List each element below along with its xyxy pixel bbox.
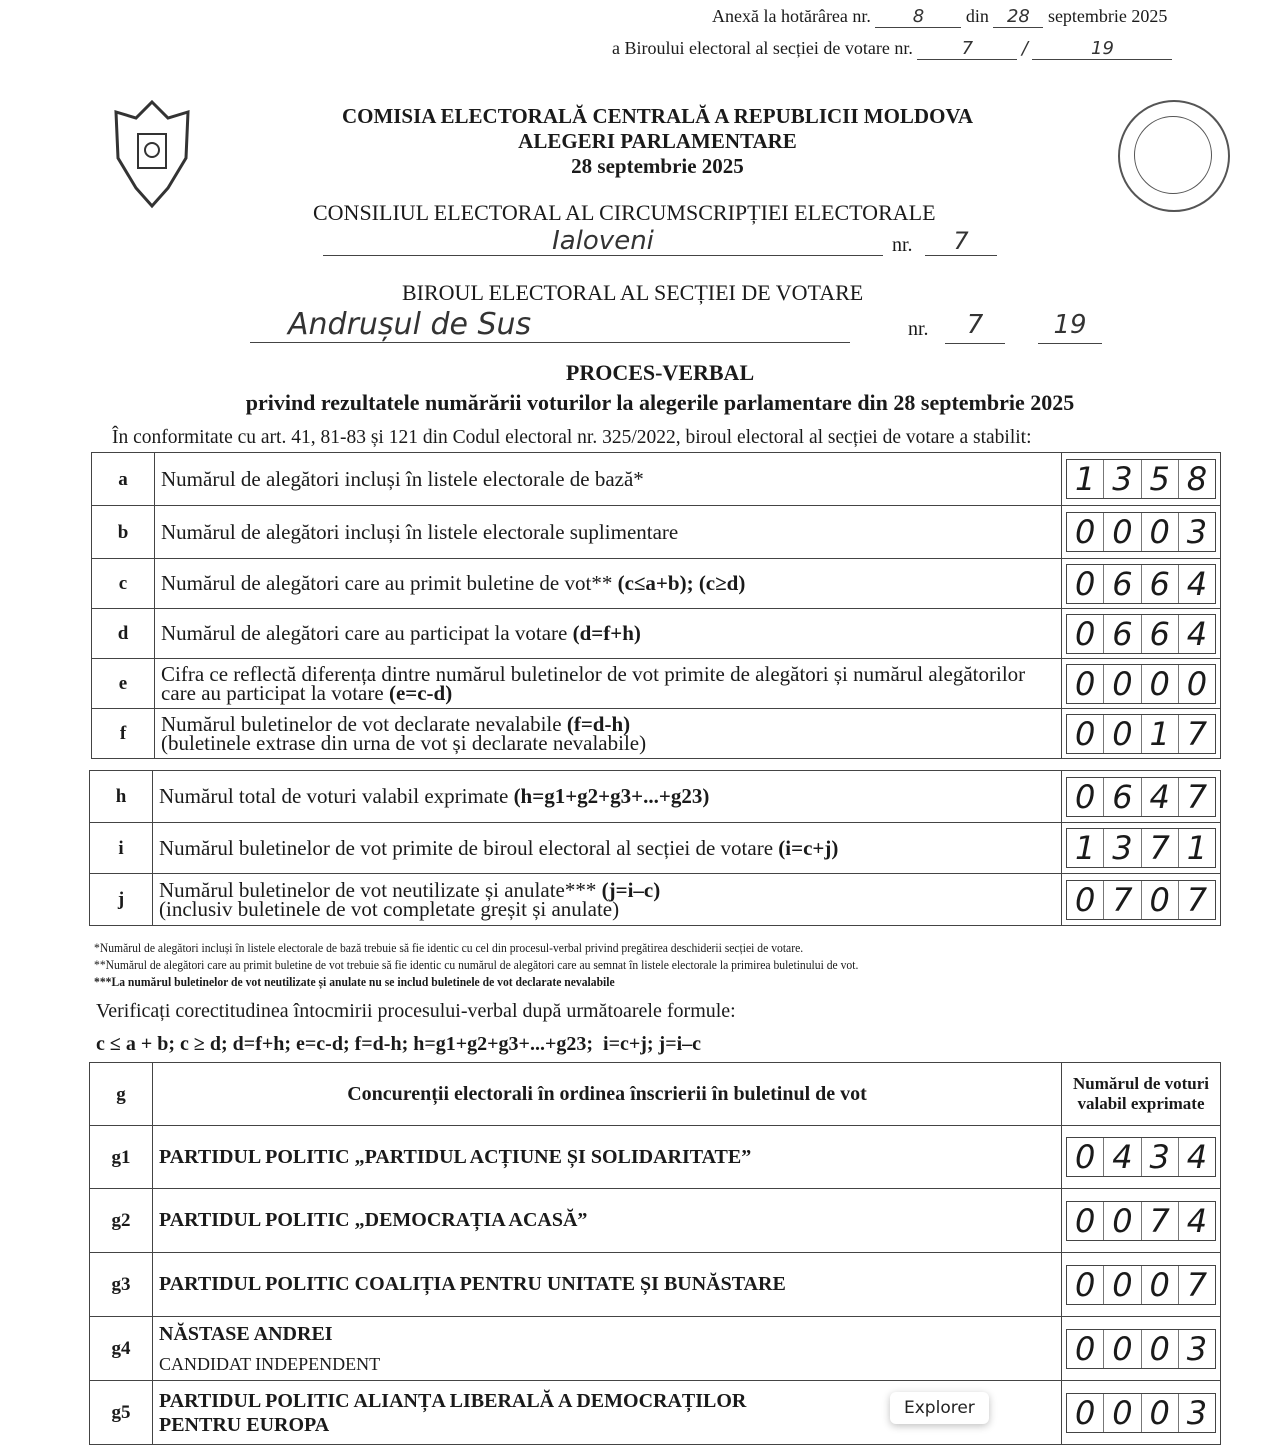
annex-label: Anexă la hotărârea nr. xyxy=(712,6,871,26)
coat-of-arms-icon xyxy=(108,98,196,210)
digit: 0 xyxy=(1142,1330,1179,1368)
value-box xyxy=(1066,1393,1216,1433)
candidate-row xyxy=(90,1381,1221,1445)
row-letter: c xyxy=(92,559,155,609)
row-letter: i xyxy=(90,823,153,874)
digit: 0 xyxy=(1142,513,1179,551)
digit: 3 xyxy=(1104,829,1141,867)
nr-label: nr. xyxy=(892,234,913,256)
row-formula: (h=g1+g2+g3+...+g23) xyxy=(513,784,710,808)
digit: 4 xyxy=(1186,614,1208,653)
digit: 5 xyxy=(1142,460,1179,498)
row-formula: (e=c-d) xyxy=(388,680,453,705)
bureau-number-a: 7 xyxy=(945,307,1005,344)
candidate-row xyxy=(90,1253,1221,1317)
row-text: Numărul buletinelor de vot primite de biroul electoral al secției de votare xyxy=(159,835,779,860)
digit: 0 xyxy=(1067,1138,1104,1176)
digit: 6 xyxy=(1142,615,1179,653)
din-label: din xyxy=(965,6,989,26)
row-note: (buletinele extrase din urna de vot și declarate nevalabile) xyxy=(161,730,647,755)
digit: 4 xyxy=(1142,778,1179,816)
digit: 6 xyxy=(1104,778,1141,816)
row-text: Numărul buletinelor de vot neutilizate și anulate*** xyxy=(159,877,602,902)
row-e xyxy=(92,659,1221,709)
digit: 0 xyxy=(1142,881,1179,919)
digit: 0 xyxy=(1067,665,1104,703)
digit: 1 xyxy=(1142,715,1179,753)
cec-seal-icon xyxy=(1118,100,1230,212)
candidate-name: PARTIDUL POLITIC „PARTIDUL ACȚIUNE ȘI SOLIDARITATE” xyxy=(153,1126,1062,1189)
row-letter: d xyxy=(92,609,155,659)
row-letter: g5 xyxy=(90,1381,153,1445)
digit: 4 xyxy=(1186,564,1208,603)
value-box xyxy=(1066,512,1216,552)
row-text: Numărul de alegători incluși în listele electorale de bază* xyxy=(161,466,644,491)
col-votes: Numărul de voturi valabil exprimate xyxy=(1062,1063,1221,1126)
section-no-b: 19 xyxy=(1032,38,1172,60)
section-label: a Biroului electoral al secției de votare nr. xyxy=(612,38,913,58)
digit: 3 xyxy=(1186,513,1208,551)
row-f xyxy=(92,709,1221,759)
col-letter: g xyxy=(90,1063,153,1126)
digit: 7 xyxy=(1104,881,1141,919)
digit: 0 xyxy=(1104,1330,1141,1368)
footnote-1: *Numărul de alegători incluși în listele electorale de bază trebuie să fie identic cu cel din procesul-verbal privind pregătirea deschiderii secției de votare. xyxy=(94,941,804,955)
row-h xyxy=(90,771,1221,823)
digit: 7 xyxy=(1186,1265,1208,1304)
value-box xyxy=(1066,664,1216,704)
digit: 4 xyxy=(1104,1138,1141,1176)
digit: 0 xyxy=(1104,665,1141,703)
value-box xyxy=(1066,1137,1216,1177)
row-text: Numărul de alegători care au primit buletine de vot** xyxy=(161,571,618,595)
row-letter: e xyxy=(92,659,155,709)
digit: 7 xyxy=(1142,829,1179,867)
digit: 7 xyxy=(1186,880,1208,919)
digit: 0 xyxy=(1104,715,1141,753)
row-letter: g4 xyxy=(90,1317,153,1381)
digit: 7 xyxy=(1142,1202,1179,1240)
verify-formulas: c ≤ a + b; c ≥ d; d=f+h; e=c-d; f=d-h; h=g1+g2+g3+...+g23; i=c+j; j=i–c xyxy=(96,1033,702,1055)
row-text: Cifra ce reflectă diferența dintre numărul buletinelor de vot primite de alegători și numărul alegătorilor care au participat la votare xyxy=(161,661,1026,705)
digit: 0 xyxy=(1142,665,1179,703)
nr-label: nr. xyxy=(908,318,929,340)
digit: 3 xyxy=(1186,1329,1208,1368)
candidate-name: NĂSTASE ANDREI xyxy=(159,1322,333,1345)
row-text: Numărul de alegători care au participat la votare xyxy=(161,621,573,645)
candidates-table xyxy=(89,1062,1221,1445)
footnote-3: ***La numărul buletinelor de vot neutilizate și anulate nu se includ buletinele de vot declarate nevalabile xyxy=(94,975,615,989)
digit: 1 xyxy=(1067,460,1104,498)
digit: 3 xyxy=(1104,460,1141,498)
row-letter: a xyxy=(92,453,155,506)
commission-title: COMISIA ELECTORALĂ CENTRALĂ A REPUBLICII MOLDOVA xyxy=(341,104,974,128)
candidate-row xyxy=(90,1126,1221,1189)
row-letter: j xyxy=(90,874,153,926)
digit: 7 xyxy=(1186,714,1208,753)
digit: 0 xyxy=(1067,565,1104,603)
candidate-row xyxy=(90,1189,1221,1253)
digit: 0 xyxy=(1067,1394,1104,1432)
header-block xyxy=(300,104,1015,179)
row-text: Numărul total de voturi valabil exprimate xyxy=(159,784,514,808)
digit: 6 xyxy=(1142,565,1179,603)
digit: 0 xyxy=(1067,615,1104,653)
results-table-1 xyxy=(91,452,1221,759)
digit: 1 xyxy=(1067,829,1104,867)
explorer-tooltip: Explorer xyxy=(890,1392,989,1424)
footnote-2: **Numărul de alegători care au primit buletine de vot trebuie să fie identic cu numărul de alegători care au semnat în listele electorale la primirea buletinului de vot. xyxy=(94,958,859,972)
value-box xyxy=(1066,1329,1216,1369)
digit: 3 xyxy=(1142,1138,1179,1176)
digit: 1 xyxy=(1186,829,1208,867)
election-date: 28 septembrie 2025 xyxy=(571,154,744,178)
value-box xyxy=(1066,459,1216,499)
digit: 6 xyxy=(1104,565,1141,603)
digit: 3 xyxy=(1186,1393,1208,1432)
digit: 7 xyxy=(1186,777,1208,816)
row-c xyxy=(92,559,1221,609)
pv-title: PROCES-VERBAL xyxy=(565,360,755,385)
value-box xyxy=(1066,777,1216,817)
decision-number: 8 xyxy=(875,6,961,28)
section-no-a: 7 xyxy=(917,38,1017,60)
row-letter: b xyxy=(92,506,155,559)
council-label: CONSILIUL ELECTORAL AL CIRCUMSCRIPȚIEI ELECTORALE xyxy=(313,200,936,225)
row-letter: g2 xyxy=(90,1189,153,1253)
candidates-header xyxy=(90,1063,1221,1126)
digit: 0 xyxy=(1067,1330,1104,1368)
digit: 0 xyxy=(1186,664,1208,703)
value-box xyxy=(1066,614,1216,654)
results-table-2 xyxy=(89,770,1221,926)
digit: 4 xyxy=(1186,1138,1208,1176)
row-j xyxy=(90,874,1221,926)
row-letter: g3 xyxy=(90,1253,153,1317)
digit: 8 xyxy=(1186,460,1208,498)
row-text: Numărul de alegători incluși în listele electorale suplimentare xyxy=(161,519,679,544)
digit: 0 xyxy=(1104,1266,1141,1304)
digit: 0 xyxy=(1104,1394,1141,1432)
digit: 6 xyxy=(1104,615,1141,653)
row-text: Numărul buletinelor de vot declarate nevalabile xyxy=(161,711,567,736)
row-note: (inclusiv buletinele de vot completate greșit și anulate) xyxy=(159,896,620,921)
candidate-row xyxy=(90,1317,1221,1381)
value-box xyxy=(1066,880,1216,920)
slash: / xyxy=(1021,38,1028,59)
digit: 0 xyxy=(1067,513,1104,551)
row-letter: g1 xyxy=(90,1126,153,1189)
value-box xyxy=(1066,828,1216,868)
row-formula: (d=f+h) xyxy=(572,621,641,645)
digit: 0 xyxy=(1067,1266,1104,1304)
digit: 0 xyxy=(1104,1202,1141,1240)
digit: 0 xyxy=(1067,881,1104,919)
value-box xyxy=(1066,1265,1216,1305)
row-i xyxy=(90,823,1221,874)
annex-date: septembrie 2025 xyxy=(1047,6,1168,26)
annex-line1 xyxy=(712,6,1167,28)
digit: 0 xyxy=(1142,1394,1179,1432)
decision-day: 28 xyxy=(993,6,1043,28)
row-formula: (i=c+j) xyxy=(778,835,839,860)
row-formula: (f=d-h) xyxy=(566,711,631,736)
bureau-number-b: 19 xyxy=(1038,307,1102,344)
value-box xyxy=(1066,1201,1216,1241)
row-b xyxy=(92,506,1221,559)
col-name: Concurenții electorali în ordinea înscrierii în buletinul de vot xyxy=(153,1063,1062,1126)
digit: 4 xyxy=(1186,1201,1208,1240)
candidate-name: PARTIDUL POLITIC COALIȚIA PENTRU UNITATE ȘI BUNĂSTARE xyxy=(153,1253,1062,1317)
digit: 0 xyxy=(1142,1266,1179,1304)
pv-subtitle: privind rezultatele numărării voturilor la alegerile parlamentare din 28 septembrie 2025 xyxy=(245,390,1075,415)
footnotes xyxy=(94,940,858,991)
candidate-type: CANDIDAT INDEPENDENT xyxy=(159,1353,381,1374)
candidate-name: PARTIDUL POLITIC ALIANȚA LIBERALĂ A DEMOCRAȚILOR PENTRU EUROPA xyxy=(153,1381,1062,1445)
bureau-label: BIROUL ELECTORAL AL SECȚIEI DE VOTARE xyxy=(402,280,864,305)
intro-text: În conformitate cu art. 41, 81-83 și 121 din Codul electoral nr. 325/2022, biroul electoral al secției de votare a stabilit: xyxy=(112,427,1032,448)
value-box xyxy=(1066,564,1216,604)
row-letter: f xyxy=(92,709,155,759)
row-formula: (j=i–c) xyxy=(601,877,661,902)
row-d xyxy=(92,609,1221,659)
bureau-name: Andrușul de Sus xyxy=(250,307,850,343)
council-number: 7 xyxy=(925,227,997,256)
digit: 0 xyxy=(1104,513,1141,551)
row-letter: h xyxy=(90,771,153,823)
annex-line2 xyxy=(612,38,1172,60)
candidate-name: PARTIDUL POLITIC „DEMOCRAȚIA ACASĂ” xyxy=(153,1189,1062,1253)
digit: 0 xyxy=(1067,778,1104,816)
election-title: ALEGERI PARLAMENTARE xyxy=(518,129,797,153)
row-a xyxy=(92,453,1221,506)
council-name: Ialoveni xyxy=(323,227,883,256)
verify-label: Verificați corectitudinea întocmirii procesului-verbal după următoarele formule: xyxy=(96,1000,736,1022)
value-box xyxy=(1066,714,1216,754)
row-formula: (c≤a+b); (c≥d) xyxy=(617,571,746,595)
digit: 0 xyxy=(1067,715,1104,753)
digit: 0 xyxy=(1067,1202,1104,1240)
